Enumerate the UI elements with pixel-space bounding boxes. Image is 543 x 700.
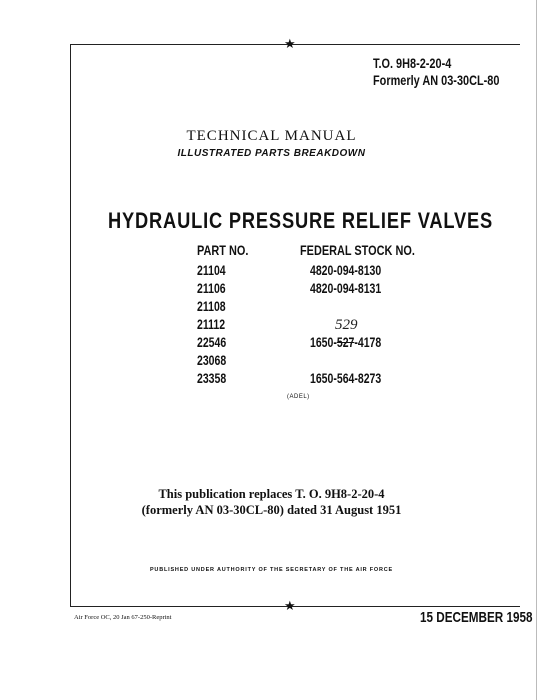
top-star-icon: ★ [284, 36, 296, 51]
part-no-cell: 21112 [197, 316, 226, 332]
part-no-cell: 22546 [197, 334, 227, 350]
part-no-header: PART NO. [197, 242, 249, 258]
struck-digits: 527 [336, 334, 355, 350]
manufacturer-code: (ADEL) [287, 394, 310, 400]
handwritten-correction: 529 [335, 317, 358, 333]
stock-no-cell: 1650-564-8273 [310, 370, 382, 386]
page-edge-line [536, 0, 537, 700]
authority-statement: PUBLISHED UNDER AUTHORITY OF THE SECRETARY OF THE AIR FORCE [149, 567, 394, 573]
part-no-cell: 21106 [197, 280, 226, 296]
print-note: Air Force OC, 20 Jan 67-250-Reprint [74, 614, 172, 621]
manual-type-heading: TECHNICAL MANUAL [186, 128, 357, 144]
supersedes-line-2: (formerly AN 03-30CL-80) dated 31 August 1951 [141, 503, 402, 517]
supersedes-line-1: This publication replaces T. O. 9H8-2-20-4 [158, 487, 385, 501]
part-no-cell: 21108 [197, 298, 226, 314]
publication-date: 15 DECEMBER 1958 [420, 609, 533, 626]
part-no-cell: 21104 [197, 262, 226, 278]
bottom-star-icon: ★ [284, 598, 296, 613]
part-no-cell: 23358 [197, 370, 227, 386]
subtitle: ILLUSTRATED PARTS BREAKDOWN [177, 148, 366, 159]
to-number: T.O. 9H8-2-20-4 [373, 55, 452, 71]
formerly-number: Formerly AN 03-30CL-80 [373, 72, 500, 88]
part-no-cell: 23068 [197, 352, 227, 368]
page-title: HYDRAULIC PRESSURE RELIEF VALVES [108, 208, 494, 233]
stock-no-cell: 1650-527-4178 [310, 334, 382, 350]
stock-no-header: FEDERAL STOCK NO. [300, 242, 415, 258]
stock-no-cell: 4820-094-8130 [310, 262, 382, 278]
stock-no-cell: 4820-094-8131 [310, 280, 382, 296]
